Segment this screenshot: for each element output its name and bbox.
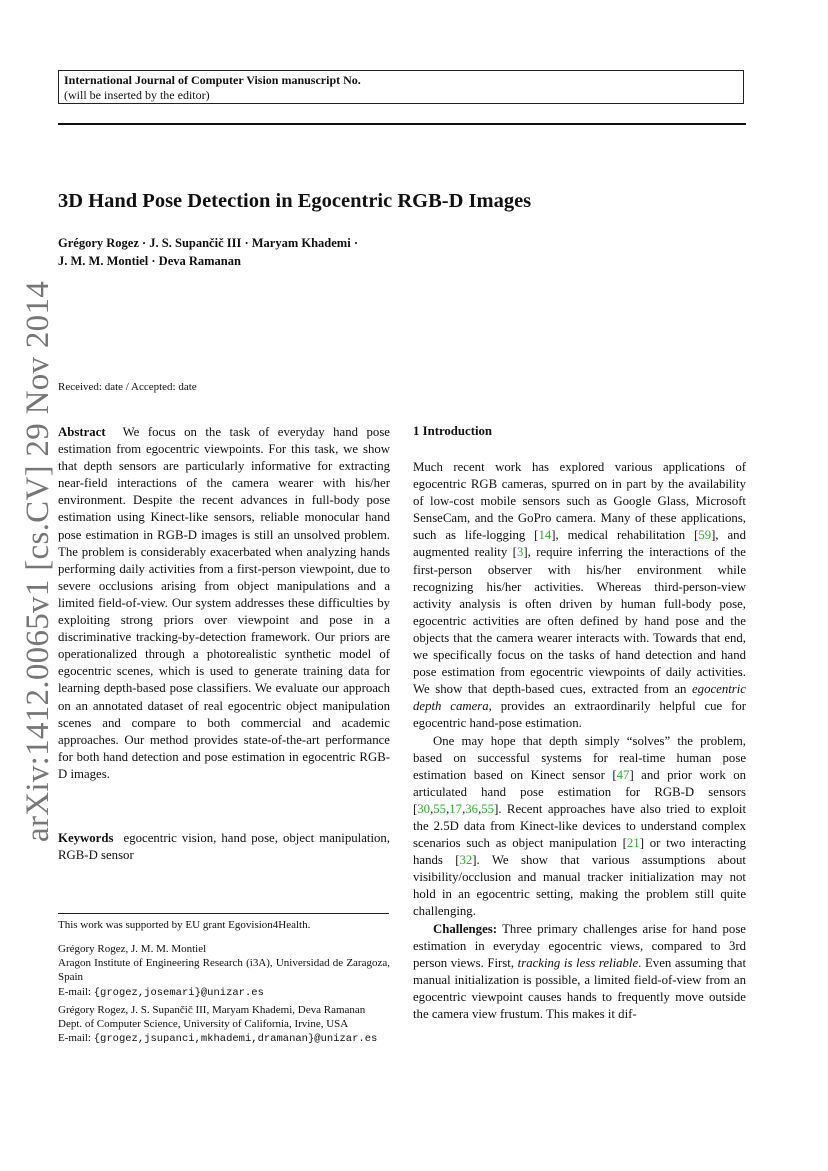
citation-link[interactable]: 36: [465, 801, 479, 816]
citation-link[interactable]: 47: [616, 767, 630, 782]
paper-title: 3D Hand Pose Detection in Egocentric RGB-D Images: [58, 190, 532, 212]
citation-link[interactable]: 30: [417, 801, 431, 816]
introduction-body: [413, 459, 746, 1023]
journal-header-box: [58, 70, 744, 104]
arxiv-stamp: arXiv:1412.0065v1 [cs.CV] 29 Nov 2014: [20, 280, 56, 842]
affiliation-1-email-line: [58, 985, 390, 1000]
footnote-affiliation-1: [58, 942, 390, 1000]
author-line-2: J. M. M. Montiel · Deva Ramanan: [58, 254, 241, 268]
abstract-label: Abstract: [58, 425, 106, 439]
affiliation-1-email: {grogez,josemari}@unizar.es: [93, 986, 264, 999]
footnote-support: This work was supported by EU grant Egovision4Health.: [58, 919, 311, 931]
challenges-label: Challenges:: [433, 921, 497, 936]
abstract: [58, 424, 390, 783]
affiliation-1-institution: Aragon Institute of Engineering Research (i3A), Universidad de Zaragoza, Spain: [58, 957, 390, 984]
citation-link[interactable]: 55: [481, 801, 495, 816]
affiliation-2-institution: Dept. of Computer Science, University of California, Irvine, USA: [58, 1018, 349, 1031]
footnote-rule: [58, 913, 389, 914]
affiliation-2-email: {grogez,jsupanci,mkhademi,dramanan}@unizar.es: [93, 1033, 378, 1046]
affiliation-2-names: Grégory Rogez, J. S. Supančič III, Maryam Khademi, Deva Ramanan: [58, 1004, 366, 1016]
footnote-affiliation-2: [58, 1003, 390, 1047]
header-rule: [58, 123, 746, 125]
journal-note: (will be inserted by the editor): [64, 88, 210, 102]
abstract-text: We focus on the task of everyday hand pose estimation from egocentric viewpoints. For this task, we show that depth sensors are particularly informative for extracting near-field interactions of the camera wearer with his/her environment. Despite the recent advances in full-body pose estimation using Kinect-like sensors, reliable monocular hand pose estimation in RGB-D images is still an unsolved problem. The problem is considerably exacerbated when analyzing hands performing daily activities from a first-person viewpoint, due to severe occlusions arising from object manipulations and a limited field-of-view. Our system addresses these difficulties by exploiting strong priors over viewpoint and pose in a discriminative tracking-by-detection framework. Our priors are operationalized through a photorealistic synthetic model of egocentric scenes, which is used to generate training data for learning depth-based pose classifiers. We evaluate our approach on an annotated dataset of real egocentric object manipulation scenes and compare to both commercial and academic approaches. Our method provides state-of-the-art performance for both hand detection and pose estimation in egocentric RGB-D images.: [58, 425, 390, 781]
citation-link[interactable]: 3: [516, 545, 524, 560]
keywords: [58, 830, 390, 864]
journal-name: International Journal of Computer Vision manuscript No.: [64, 73, 361, 87]
citation-link[interactable]: 55: [433, 801, 447, 816]
citation-link[interactable]: 17: [449, 801, 463, 816]
author-list: [58, 234, 478, 270]
citation-link[interactable]: 32: [459, 853, 473, 868]
affiliation-2-email-line: [58, 1031, 390, 1046]
section-heading-introduction: 1 Introduction: [413, 424, 493, 438]
affiliation-1-names: Grégory Rogez, J. M. M. Montiel: [58, 943, 207, 955]
citation-link[interactable]: 14: [538, 528, 552, 543]
email-label: E-mail:: [58, 985, 91, 998]
keywords-text: egocentric vision, hand pose, object manipulation, RGB-D sensor: [58, 831, 390, 863]
email-label: E-mail:: [58, 1032, 91, 1045]
received-date: Received: date / Accepted: date: [58, 381, 197, 393]
intro-paragraph-2: One may hope that depth simply “solves” the problem, based on successful systems for real-time human pose estimation based on Kinect sensor [47] and prior work on articulated hand pose estimation for RGB-D sensors [30,55,17,36,55]. Recent approaches have also tried to exploit the 2.5D data from Kinect-like devices to understand complex scenarios such as object manipulation [21] or two interacting hands [32]. We show that various assumptions about visibility/occlusion and manual tracker initialization may not hold in an egocentric setting, making the problem still quite challenging.: [413, 733, 747, 919]
intro-paragraph-3: Challenges: Three primary challenges arise for hand pose estimation in everyday egocentric views, compared to 3rd person views. First, tracking is less reliable. Even assuming that manual initialization is possible, a limited field-of-view from an egocentric viewpoint causes hands to frequently move outside the camera view frustum. This makes it dif-: [413, 921, 747, 1021]
citation-link[interactable]: 59: [698, 528, 712, 543]
citation-link[interactable]: 21: [626, 836, 640, 851]
keywords-label: Keywords: [58, 831, 114, 845]
author-line-1: Grégory Rogez · J. S. Supančič III · Maryam Khademi ·: [58, 236, 358, 250]
intro-paragraph-1: Much recent work has explored various applications of egocentric RGB cameras, spurred on in part by the availability of low-cost mobile sensors such as Google Glass, Microsoft SenseCam, and the GoPro camera. Many of these applications, such as life-logging [14], medical rehabilitation [59], and augmented reality [3], require inferring the interactions of the first-person observer with his/her environment while recognizing his/her activities. Whereas third-person-view activity analysis is often driven by human full-body pose, egocentric activities are often defined by hand pose and the objects that the camera wearer interacts with. Towards that end, we specifically focus on the tasks of hand detection and hand pose estimation from egocentric viewpoints of daily activities. We show that depth-based cues, extracted from an egocentric depth camera, provides an extraordinarily helpful cue for egocentric hand-pose estimation.: [413, 460, 746, 731]
